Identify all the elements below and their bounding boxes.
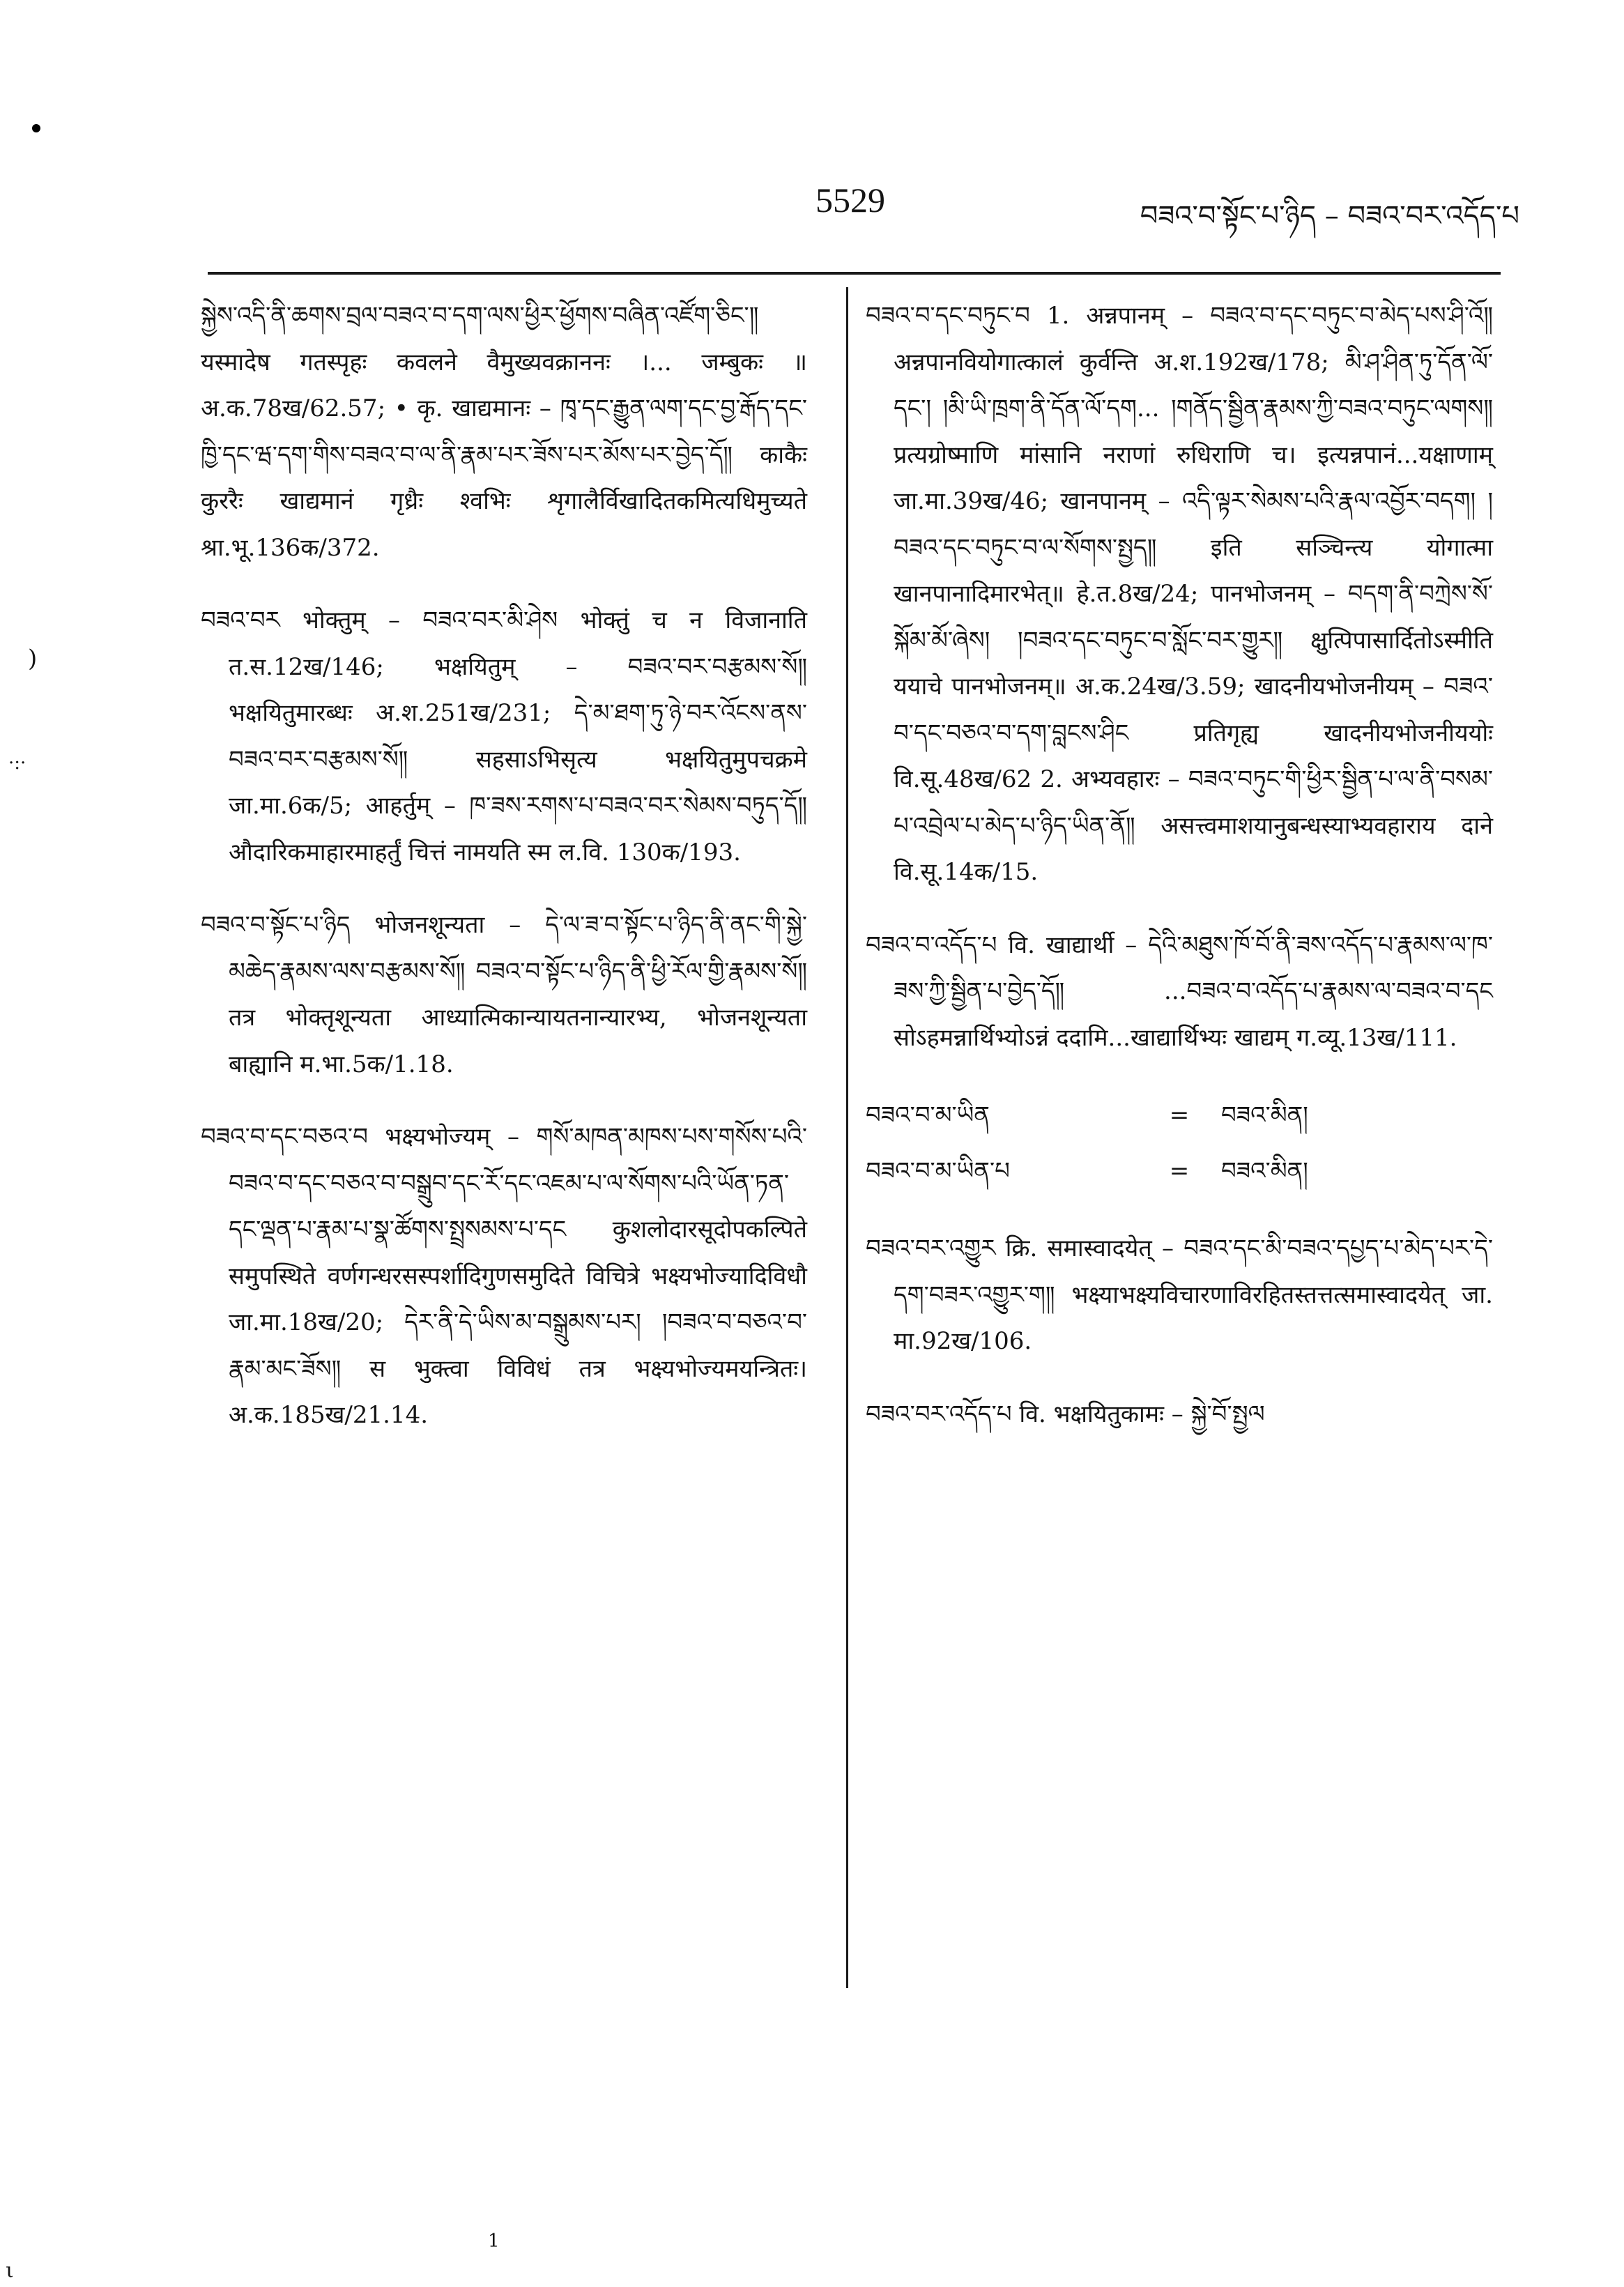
page-header — [802, 180, 1519, 236]
equivalence-block — [866, 1087, 1493, 1199]
entry-bza-ba-dang-btung-ba: བཟའ་བ་དང་བཏུང་བ 1. अन्नपानम् – བཟའ་བ་དང་བཏུང་བ་མེད་པས་ཤི་འོ༎ अन्नपानवियोगात्कालं कुर्वन्ति अ.श.192ख/178; མི་ཤ་ཤིན་ཏུ་དོན་ལོ་དང་། །མི་ཡི་ཁྲག་ནི་དོན་ལོ་དག... །གནོད་སྦྱིན་རྣམས་ཀྱི་བཟའ་བཏུང་ལགས༎ प्रत्यग्रोष्माणि मांसानि नराणां रुधिराणि च। इत्यन्नपानं...यक्षाणाम् जा.मा.39ख/46; खानपानम् – འདི་ལྟར་སེམས་པའི་རྣལ་འབྱོར་བདག། །བཟའ་དང་བཏུང་བ་ལ་སོགས་སྤྱད༎ इति सञ्चिन्त्य योगात्मा खानपानादिमारभेत्॥ हे.त.8ख/24; पानभोजनम् – བདག་ནི་བཀྲེས་སོ་སྐོམ་མོ་ཞེས། །བཟའ་དང་བཏུང་བ་སློང་བར་གྱུར༎ क्षुत्पिपासार्दितोऽस्मीति ययाचे पानभोजनम्॥ अ.क.24ख/3.59; खादनीयभोजनीयम् – བཟའ་བ་དང་བཅའ་བ་དག་བླངས་ཤིང प्रतिगृह्य खादनीयभोजनीययोः वि.सू.48ख/62 2. अभ्यवहारः – བཟའ་བཏུང་གི་ཕྱིར་སྦྱིན་པ་ལ་ནི་བསམ་པ་འབྲེལ་པ་མེད་པ་ཉིད་ཡིན་ནོ༎ असत्त्वमाशयानुबन्धस्याभ्यवहाराय दाने वि.सू.14क/15. — [866, 302, 1493, 886]
equals-sign: = — [1169, 1156, 1190, 1185]
left-column — [201, 293, 807, 1465]
margin-mark-1: ) — [28, 645, 38, 673]
equivalence-term: བཟའ་བ་མ་ཡིན་པ — [866, 1156, 1010, 1185]
margin-mark-2: ·:· — [8, 753, 26, 774]
column-divider — [846, 287, 848, 1988]
margin-mark-4: ι — [6, 2258, 14, 2283]
header-rule — [208, 272, 1501, 275]
entry-bza-bar-gyur: བཟའ་བར་འགྱུར क्रि. समास्वादयेत् – བཟའ་དང་མི་བཟའ་དཔྱད་པ་མེད་པར་དེ་དག་བཟར་འགྱུར་ག༎ भक्ष्याभक्ष्यविचारणाविरहितस्तत्तत्समास्वादयेत् जा. मा.92ख/106. — [866, 1234, 1493, 1355]
equivalence-row — [866, 1143, 1493, 1199]
margin-mark-3: 1 — [488, 2231, 500, 2251]
equivalence-term: བཟའ་བ་མ་ཡིན — [866, 1101, 990, 1129]
entry-bza-ba-dod-pa: བཟའ་བ་འདོད་པ वि. खाद्यार्थी – དེའི་མཐུས་ཁོ་བོ་ནི་ཟས་འདོད་པ་རྣམས་ལ་ཁ་ཟས་ཀྱི་སྦྱིན་པ་བྱེད་དོ༎ ...བཟའ་བ་འདོད་པ་རྣམས་ལ་བཟའ་བ་དང सोऽहमन्नार्थिभ्योऽन्नं ददामि...खाद्यार्थिभ्यः खाद्यम् ग.व्यू.13ख/111. — [866, 931, 1493, 1052]
entry-bza-ba-stong-pa-nyid: བཟའ་བ་སྟོང་པ་ཉིད भोजनशून्यता – དེ་ལ་ཟ་བ་སྟོང་པ་ཉིད་ནི་ནང་གི་སྐྱེ་མཆེད་རྣམས་ལས་བརྩམས་སོ༎ བཟའ་བ་སྟོང་པ་ཉིད་ནི་ཕྱི་རོལ་གྱི་རྣམས་སོ༎ तत्र भोक्तृशून्यता आध्यात्मिकान्यायतनान्यारभ्य, भोजनशून्यता बाह्यानि म.भा.5क/1.18. — [201, 911, 807, 1078]
equivalence-row — [866, 1087, 1493, 1143]
equals-sign: = — [1169, 1101, 1190, 1129]
entry-bza-bar: བཟའ་བར भोक्तुम् – བཟའ་བར་མི་ཤེས भोक्तुं च न विजानाति त.स.12ख/146; भक्षयितुम् – བཟའ་བར་བརྩམས་སོ༎ भक्षयितुमारब्धः अ.श.251ख/231; དེ་མ་ཐག་ཏུ་ཉེ་བར་འོངས་ནས་བཟའ་བར་བརྩམས་སོ༎ सहसाऽभिसृत्य भक्षयितुमुपचक्रमे जा.मा.6क/5; आहर्तुम् – ཁ་ཟས་རགས་པ་བཟའ་བར་སེམས་བཏུད་དོ༎ औदारिकमाहारमाहर्तुं चित्तं नामयति स्म ल.वि. 130क/193. — [201, 606, 807, 866]
entry-continuation: སྐྱེས་འདི་ནི་ཆགས་བྲལ་བཟའ་བ་དག་ལས་ཕྱིར་ཕྱོགས་བཞིན་འཛོག་ཅིང་༎ यस्मादेष गतस्पृहः कवलने वैमुख्यवक्राननः ।... जम्बुकः ॥ अ.क.78ख/62.57; • कृ. खाद्यमानः – ཁྭ་དང་རྒྱུན་ལག་དང་བྱ་རྒོད་དང་ཁྱི་དང་ཝ་དག་གིས་བཟའ་བ་ལ་ནི་རྣམ་པར་ཟོས་པར་མོས་པར་བྱེད་དོ༎ काकैः कुररैः खाद्यमानं गृध्रैः श्वभिः शृगालैर्विखादितकमित्यधिमुच्यते श्रा.भू.136क/372. — [201, 302, 807, 562]
running-head: བཟའ་བ་སྟོང་པ་ཉིད – བཟའ་བར་འདོད་པ — [1140, 200, 1519, 232]
right-column — [866, 293, 1493, 1464]
page-number: 5529 — [815, 181, 885, 220]
entry-bza-bar-dod-pa: བཟའ་བར་འདོད་པ वि. भक्षयितुकामः – སྐྱེ་བོ་སྤྱལ — [866, 1400, 1265, 1428]
entry-bza-ba-dang-bcha-ba: བཟའ་བ་དང་བཅའ་བ भक्ष्यभोज्यम् – གསོ་མཁན་མཁས་པས་གསོས་པའི་བཟའ་བ་དང་བཅའ་བ་བསྒྲུབ་དང་རོ་དང་འཇམ་པ་ལ་སོགས་པའི་ཡོན་ཏན་དང་ལྡན་པ་རྣམ་པ་སྣ་ཚོགས་སྤྲསམས་པ་དང कुशलोदारसूदोपकल्पिते समुपस्थिते वर्णगन्धरसस्पर्शादिगुणसमुदिते विचित्रे भक्ष्यभोज्यादिविधौ जा.मा.18ख/20; དེར་ནི་དེ་ཡིས་མ་བསྒྲུམས་པར། །བཟའ་བ་བཅའ་བ་རྣམ་མང་ཟོས༎ स भुक्त्वा विविधं तत्र भक्ष्यभोज्यमयन्त्रितः। अ.क.185ख/21.14. — [201, 1123, 807, 1429]
equivalence-target: བཟའ་མིན། — [1221, 1156, 1308, 1185]
equivalence-target: བཟའ་མིན། — [1221, 1101, 1308, 1129]
margin-dot — [32, 124, 40, 132]
